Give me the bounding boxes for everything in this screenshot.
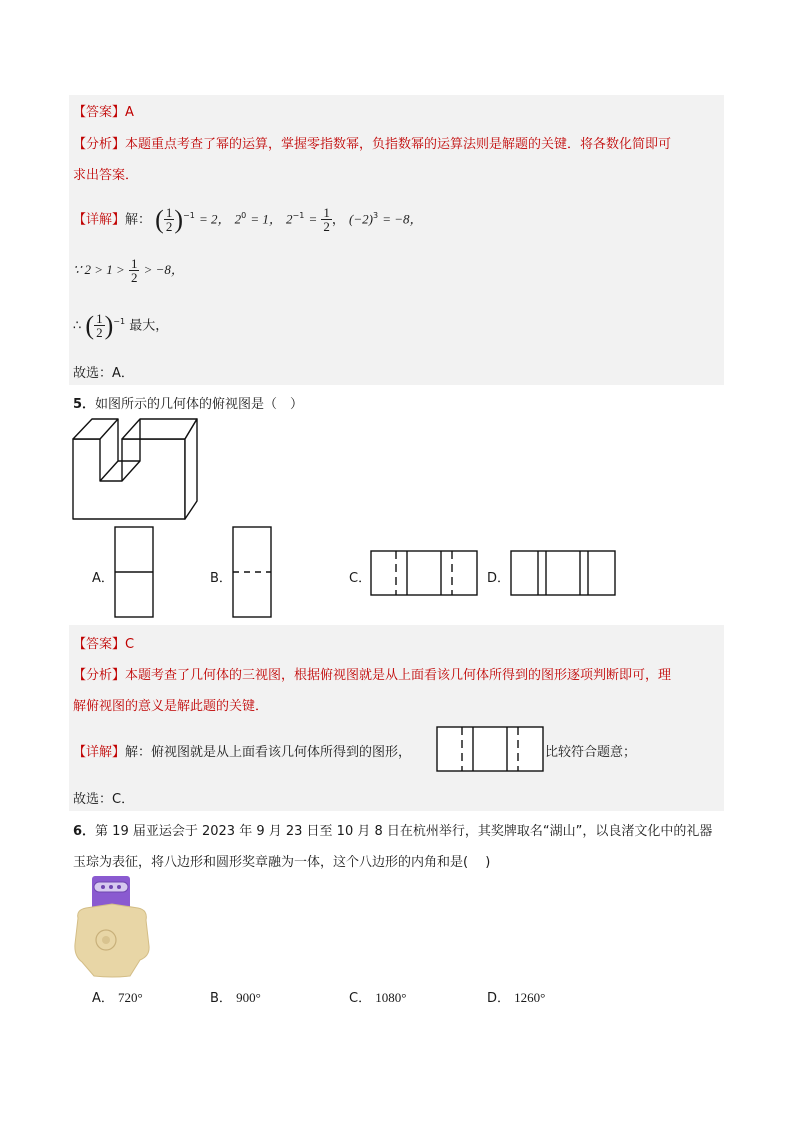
fraction: $\frac{1}{2}$ <box>130 256 138 285</box>
q5-detail-tail: 比较符合题意； <box>545 745 637 760</box>
medal-image <box>72 874 152 978</box>
q5-solution-block <box>69 625 724 811</box>
question-text: 如图所示的几何体的俯视图是（ ） <box>95 397 304 412</box>
q6-option-c[interactable]: C． 1080° <box>349 990 407 1006</box>
detail-intro: 解： <box>125 212 152 228</box>
answer-label: 【答案】 <box>73 105 126 120</box>
eq1-result: = 2， <box>198 211 231 227</box>
answer-label: 【答案】 <box>73 637 126 652</box>
q4-analysis-line1 <box>73 133 671 152</box>
question-number: 6． <box>73 824 96 839</box>
q5-solid-figure <box>70 415 200 523</box>
q6-option-b[interactable]: B． 900° <box>210 990 261 1006</box>
fraction: $\frac{1}{2}$ <box>323 205 330 235</box>
q4-answer-line <box>73 101 134 120</box>
q5-choose: 故选：C． <box>73 792 135 807</box>
eq4-result: = −8， <box>382 211 423 227</box>
q5-option-c-figure[interactable] <box>370 550 478 596</box>
detail-text: 解：俯视图就是从上面看该几何体所得到的图形， <box>125 745 412 760</box>
q5-answer-line <box>73 633 134 652</box>
q4-choose: 故选：A． <box>73 366 134 381</box>
detail-label: 【详解】 <box>73 745 126 760</box>
q5-option-d-label[interactable]: D． <box>487 571 511 586</box>
fraction: $\frac{1}{2}$ <box>165 205 173 235</box>
q4-therefore-line: ∴ ( $\frac{1}{2}$ )$^{-1}$ 最大， <box>73 310 169 341</box>
q5-detail-line <box>73 741 411 760</box>
q5-option-c-label[interactable]: C． <box>349 571 372 586</box>
detail-label: 【详解】 <box>73 212 126 228</box>
analysis-label: 【分析】 <box>73 668 126 683</box>
eq2-result: = 1， <box>250 211 282 227</box>
q6-stem-line1 <box>73 820 712 839</box>
q5-option-b-figure[interactable] <box>232 526 272 618</box>
answer-value: C <box>125 637 135 652</box>
q4-because-line: ∵ 2 > 1 > $\frac{1}{2}$ > −8， <box>73 256 184 285</box>
fraction: $\frac{1}{2}$ <box>96 311 103 341</box>
question-number: 5． <box>73 397 96 412</box>
answer-value: A <box>125 105 134 120</box>
q6-option-a[interactable]: A． 720° <box>92 990 143 1006</box>
q6-option-d[interactable]: D． 1260° <box>487 990 546 1006</box>
analysis-label: 【分析】 <box>73 137 126 152</box>
q5-analysis-line1 <box>73 664 671 683</box>
q4-detail-line: 【详解】解： ( $\frac{1}{2}$ )$^{-1}$ = 2， $2^0 = 1$， $2^{-1}$ = $\frac{1}{2}$ ， $(-2)^3 = -8$， <box>73 204 423 235</box>
q6-stem-line2: 玉琮为表征，将八边形和圆形奖章融为一体，这个八边形的内角和是( ) <box>73 855 491 870</box>
question-text: 第 19 届亚运会于 2023 年 9 月 23 日至 10 月 8 日在杭州举行，其奖牌取名“湖山”，以良渚文化中的礼器 <box>95 824 713 839</box>
analysis-text: 本题考查了几何体的三视图，根据俯视图就是从上面看该几何体所得到的图形逐项判断即可，理 <box>125 668 672 683</box>
q5-detail-figure <box>436 726 544 772</box>
q5-option-b-label[interactable]: B． <box>210 571 232 586</box>
q5-option-d-figure[interactable] <box>510 550 616 596</box>
q4-analysis-line2: 求出答案． <box>73 168 139 183</box>
q5-analysis-line2: 解俯视图的意义是解此题的关键． <box>73 699 269 714</box>
q5-option-a-label[interactable]: A． <box>92 571 114 586</box>
q5-stem <box>73 393 303 412</box>
analysis-text: 本题重点考查了幂的运算，掌握零指数幂，负指数幂的运算法则是解题的关键．将各数化简即可 <box>125 137 672 152</box>
q5-option-a-figure[interactable] <box>114 526 154 618</box>
